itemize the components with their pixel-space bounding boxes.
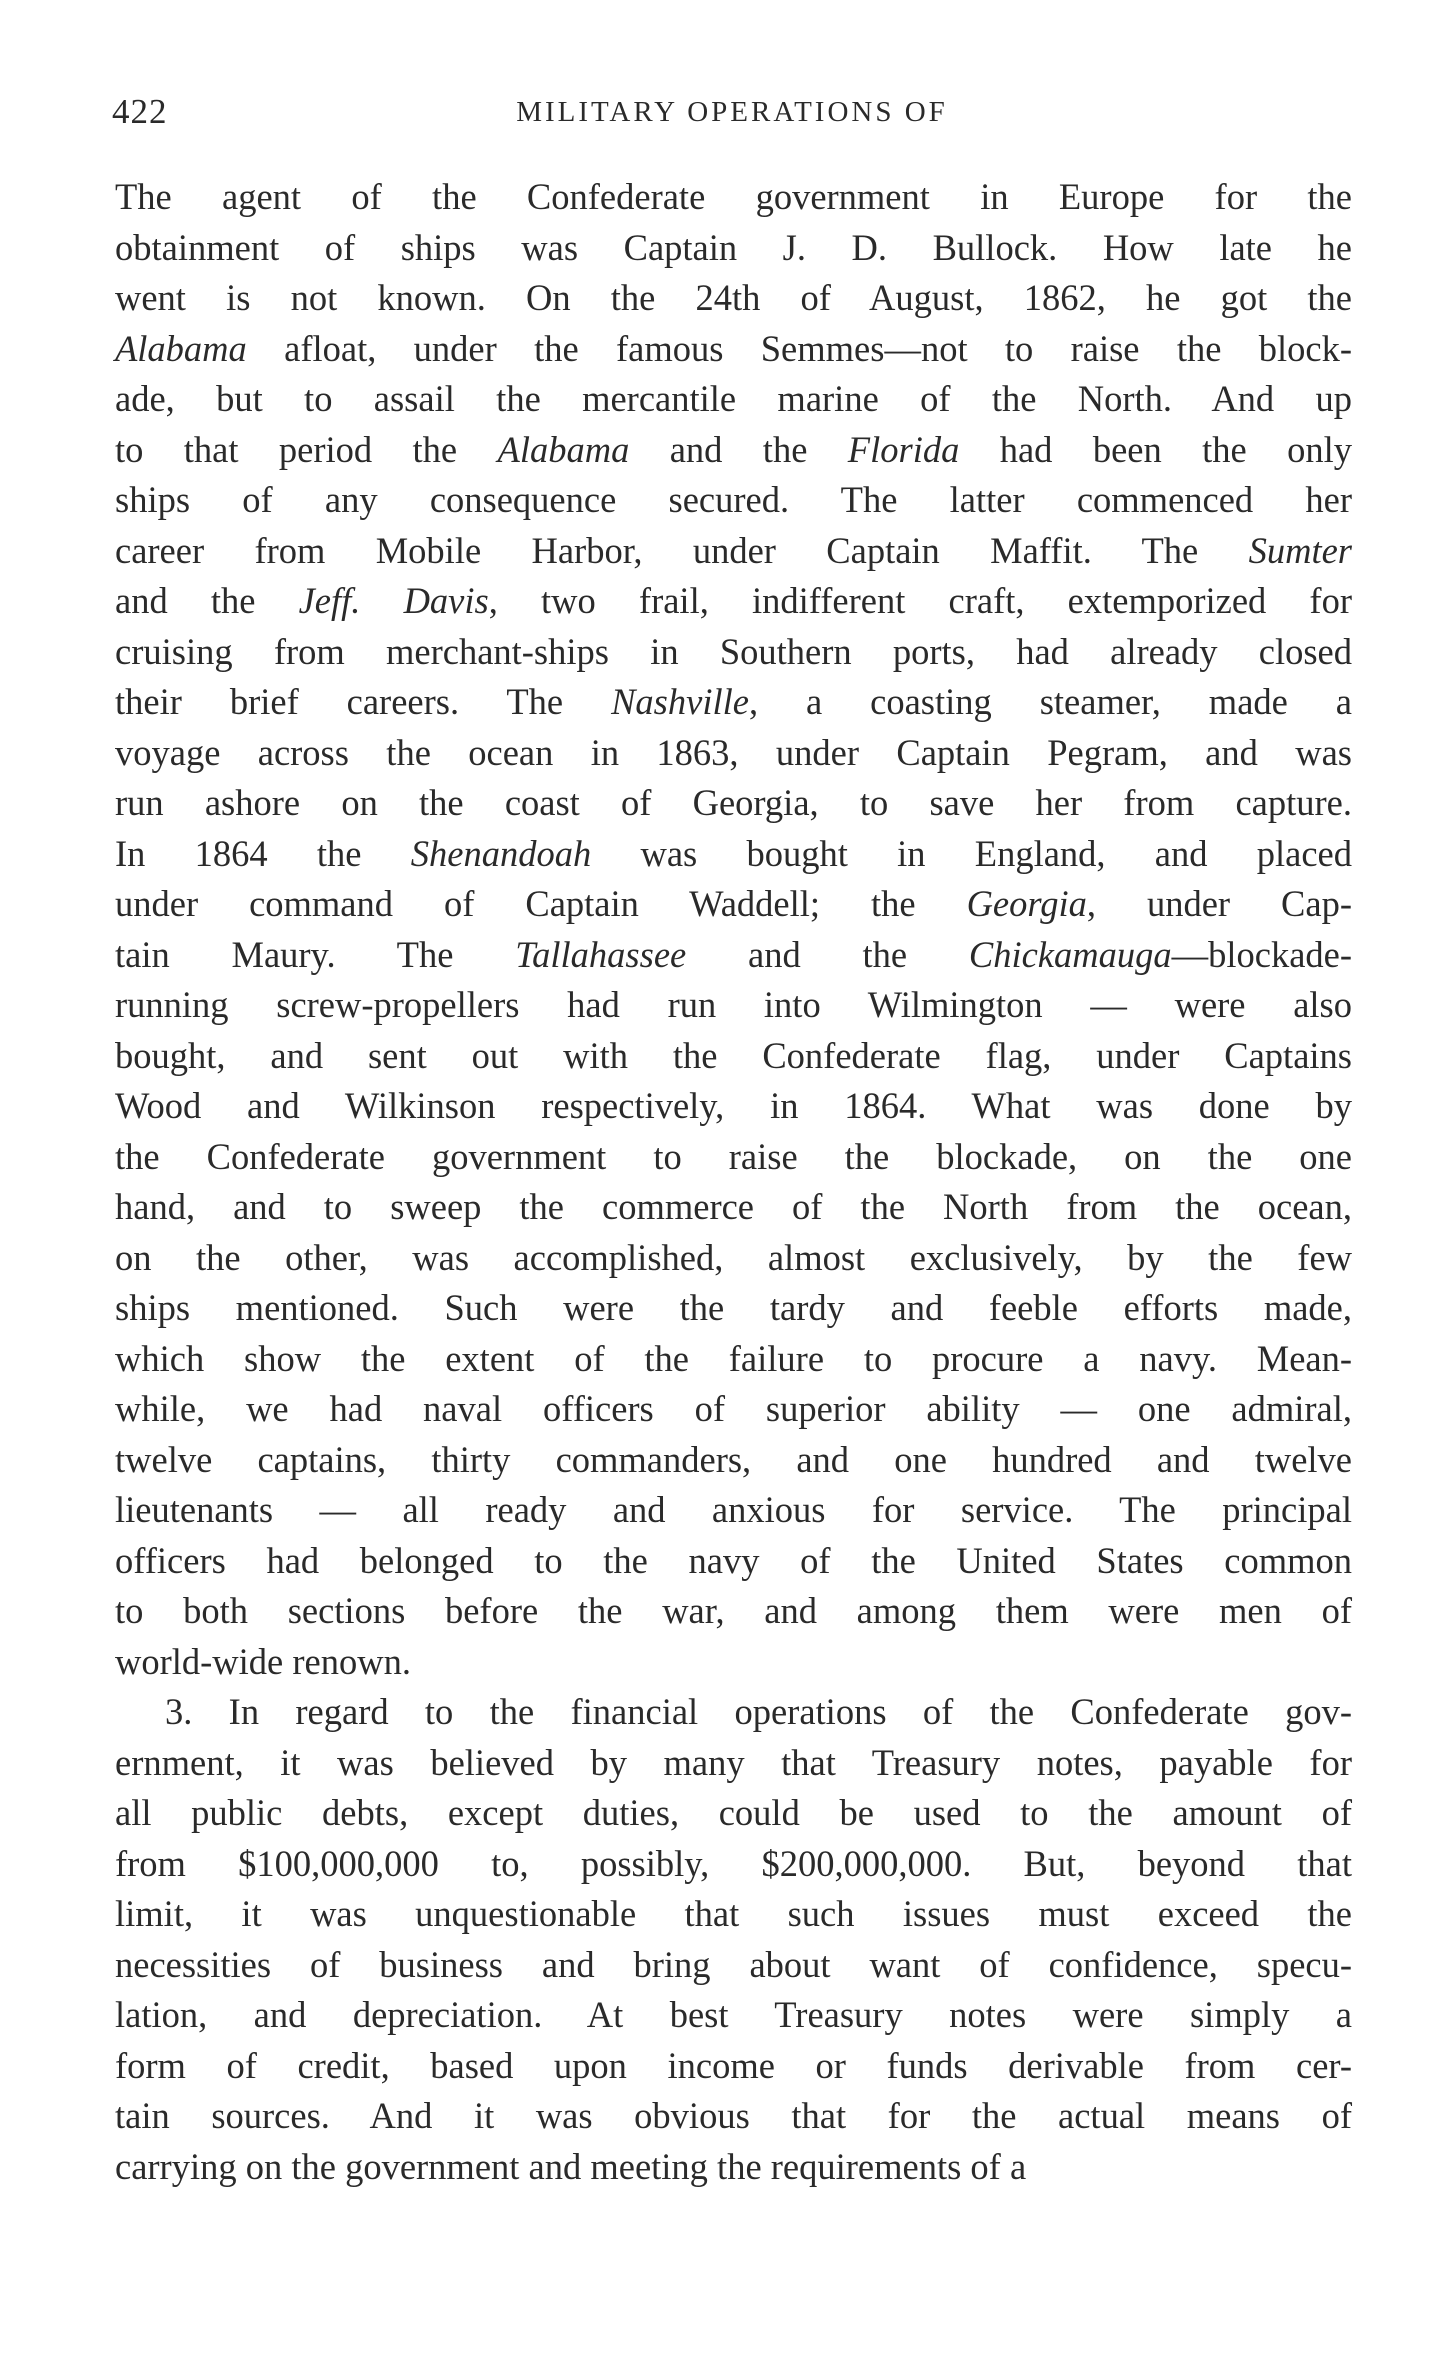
text-run: obtainment of ships was Captain J. D. Bullock. How late he [115,226,1352,268]
text-line [115,930,1352,981]
text-run: while, we had naval officers of superior ability — one admiral, [115,1388,1352,1429]
text-run: ade, but to assail the mercantile marine of the North. And up [115,378,1352,419]
text-run: limit, it was unquestionable that such issues must exceed the [115,1893,1352,1934]
text-run: had been the only [959,428,1352,470]
text-run: under command of Captain Waddell; the [115,883,967,924]
text-line [115,728,1352,779]
text-run: to that period the [115,428,498,470]
text-line [115,576,1352,627]
ship-name: Georgia [966,883,1087,924]
text-line [115,1637,1352,1688]
text-line [115,1687,1352,1738]
text-run: hand, and to sweep the commerce of the North from the ocean, [115,1186,1352,1227]
text-line [115,1839,1352,1890]
text-line [115,1233,1352,1284]
text-run: cruising from merchant-ships in Southern ports, had already closed [115,630,1352,672]
text-run: career from Mobile Harbor, under Captain Maffit. The [115,529,1249,571]
text-run: all public debts, except duties, could be used to the amount of [115,1792,1352,1833]
ship-name: Tallahassee [515,933,687,975]
text-run: run ashore on the coast of Georgia, to save her from capture. [115,782,1352,823]
text-run: twelve captains, thirty commanders, and one hundred and twelve [115,1438,1352,1480]
text-run: their brief careers. The [115,681,612,722]
text-run: running screw-propellers had run into Wilmington — were also [115,984,1352,1025]
text-line [115,2091,1352,2142]
text-run: and the [686,933,969,975]
text-run: ships of any consequence secured. The latter commenced her [115,479,1352,520]
text-run: 3. In regard to the financial operations of the Confederate gov- [165,1691,1352,1732]
text-line [115,223,1352,274]
text-run: and the [629,428,848,470]
text-run: lation, and depreciation. At best Treasury notes were simply a [115,1994,1352,2035]
text-line [115,1738,1352,1789]
text-line [115,879,1352,930]
text-run: Wood and Wilkinson respectively, in 1864. What was done by [115,1085,1352,1126]
text-line [115,2041,1352,2092]
text-line [115,425,1352,476]
text-run: , under Cap- [1086,883,1352,924]
text-run: In 1864 the [115,832,411,874]
text-run: officers had belonged to the navy of the United States common [115,1539,1352,1581]
text-run: and the [115,580,299,621]
text-line [115,374,1352,425]
text-line [115,1182,1352,1233]
text-line [115,475,1352,526]
ship-name: Chickamauga [968,933,1172,975]
text-line [115,1990,1352,2041]
ship-name: Shenandoah [410,832,592,874]
text-run: which show the extent of the failure to procure a navy. Mean- [115,1337,1352,1379]
text-line [115,1940,1352,1991]
text-line [115,778,1352,829]
ship-name: Nashville [611,681,749,722]
text-line [115,1485,1352,1536]
text-run: tain Maury. The [115,933,516,975]
text-line [115,1384,1352,1435]
text-line [115,172,1352,223]
text-run: ships mentioned. Such were the tardy and feeble efforts made, [115,1287,1352,1328]
text-run: went is not known. On the 24th of August, 1862, he got the [115,277,1352,318]
text-run: from $100,000,000 to, possibly, $200,000,000. But, beyond that [115,1842,1352,1884]
text-line [115,677,1352,728]
text-line [115,1132,1352,1183]
text-run: to both sections before the war, and among them were men of [115,1590,1352,1631]
text-run: was bought in England, and placed [591,832,1352,874]
ship-name: Sumter [1248,529,1352,571]
text-line [115,1889,1352,1940]
page-number: 422 [112,92,168,131]
text-run: necessities of business and bring about want of confidence, specu- [115,1943,1352,1985]
text-line [115,526,1352,577]
text-line [115,1435,1352,1486]
text-run: the Confederate government to raise the blockade, on the one [115,1135,1352,1177]
text-run: on the other, was accomplished, almost exclusively, by the few [115,1236,1352,1278]
text-run: ernment, it was believed by many that Treasury notes, payable for [115,1741,1352,1783]
ship-name: Jeff. Davis [298,580,489,621]
text-line [115,273,1352,324]
ship-name: Alabama [497,428,630,470]
text-run: The agent of the Confederate government in Europe for the [115,176,1352,217]
text-line [115,1081,1352,1132]
text-run: bought, and sent out with the Confederate flag, under Captains [115,1034,1352,1076]
text-run: carrying on the government and meeting the requirements of a [115,2145,1027,2187]
text-line [115,324,1352,375]
text-line [115,2142,1352,2193]
text-line [115,627,1352,678]
text-line [115,829,1352,880]
text-line [115,1586,1352,1637]
text-line [115,1283,1352,1334]
text-line [115,1536,1352,1587]
text-run: tain sources. And it was obvious that for the actual means of [115,2095,1352,2136]
body-text [115,172,1352,2192]
text-run: form of credit, based upon income or funds derivable from cer- [115,2044,1352,2086]
text-line [115,980,1352,1031]
text-run: , a coasting steamer, made a [748,681,1352,722]
text-run: world-wide renown. [115,1640,411,1682]
ship-name: Florida [847,428,960,470]
text-run: voyage across the ocean in 1863, under Captain Pegram, and was [115,731,1352,773]
text-run: lieutenants — all ready and anxious for service. The principal [115,1489,1352,1530]
running-head [112,92,1352,140]
running-title: MILITARY OPERATIONS OF [516,96,948,128]
text-run: , two frail, indifferent craft, extemporized for [488,580,1352,621]
text-line [115,1788,1352,1839]
text-run: —blockade- [1171,933,1353,975]
ship-name: Alabama [115,327,247,369]
text-line [115,1334,1352,1385]
text-line [115,1031,1352,1082]
text-run: afloat, under the famous Semmes—not to raise the block- [246,327,1352,369]
